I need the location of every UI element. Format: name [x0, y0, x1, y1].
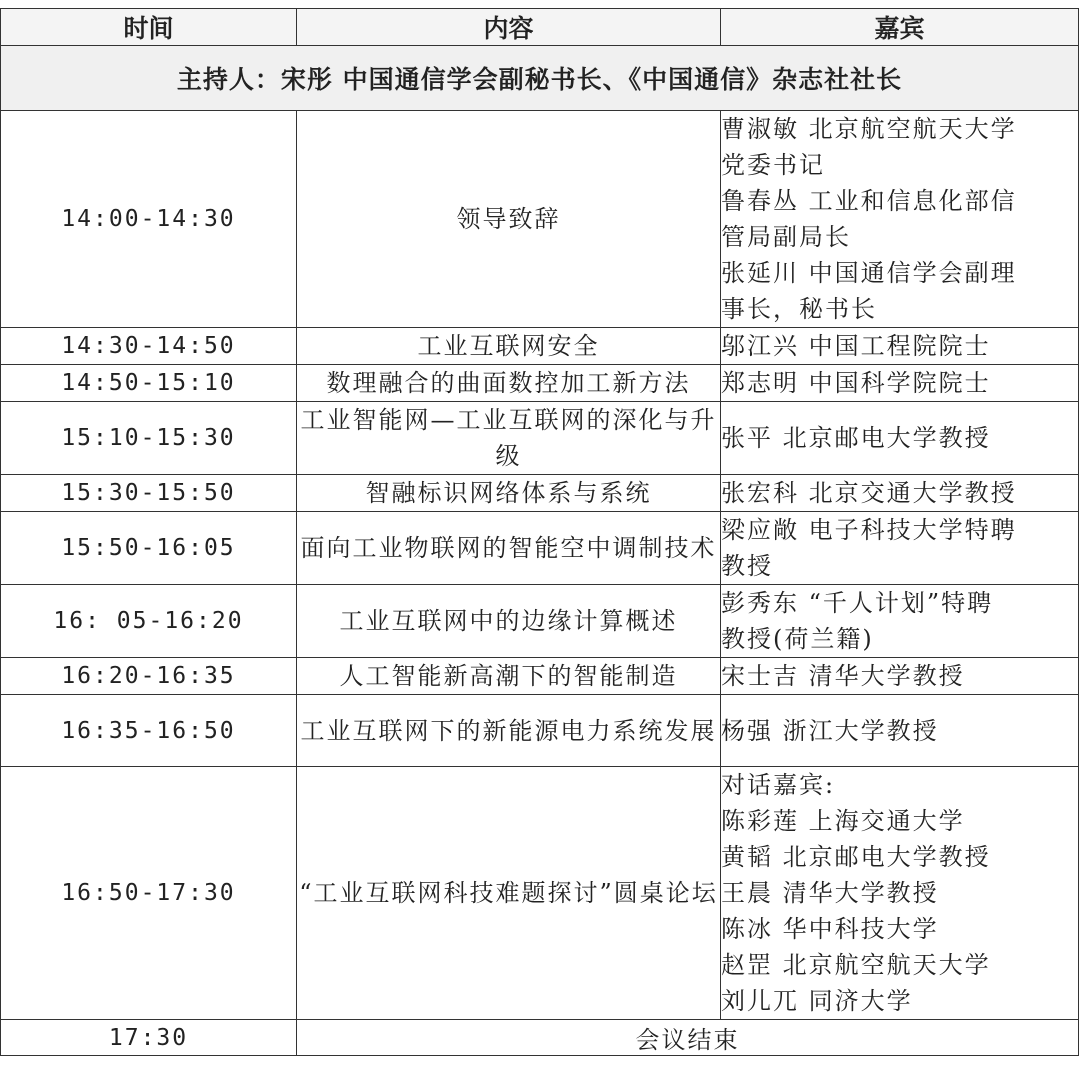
agenda-guests: [721, 475, 1079, 512]
guest-line: 教授: [721, 552, 773, 580]
header-time: 时间: [1, 9, 297, 46]
guest-line: 陈彩莲 上海交通大学: [721, 807, 965, 835]
agenda-topic: 工业互联网安全: [297, 328, 721, 365]
agenda-table: [0, 8, 1079, 1056]
guest-line: 杨强 浙江大学教授: [721, 716, 939, 745]
header-content: 内容: [297, 9, 721, 46]
guest-line: 教授(荷兰籍): [721, 625, 874, 653]
agenda-topic: 工业互联网中的边缘计算概述: [297, 585, 721, 658]
agenda-row: [1, 111, 1079, 328]
agenda-row: [1, 512, 1079, 585]
agenda-guests: [721, 111, 1079, 328]
agenda-guests: [721, 365, 1079, 402]
header-guests: 嘉宾: [721, 9, 1079, 46]
guest-line: 宋士吉 清华大学教授: [721, 662, 965, 690]
agenda-row: [1, 365, 1079, 402]
agenda-row: [1, 695, 1079, 767]
agenda-guests: [721, 328, 1079, 365]
closing-text: 会议结束: [297, 1020, 1079, 1056]
guest-line: 对话嘉宾:: [721, 771, 836, 799]
agenda-time: 14:00-14:30: [1, 111, 297, 328]
agenda-guests: [721, 402, 1079, 475]
agenda-guests: [721, 658, 1079, 695]
guest-line: 党委书记: [721, 151, 825, 179]
agenda-topic: 工业智能网—工业互联网的深化与升级: [297, 402, 721, 475]
agenda-time: 14:50-15:10: [1, 365, 297, 402]
agenda-guests: [721, 767, 1079, 1020]
guest-line: 曹淑敏 北京航空航天大学: [721, 115, 1017, 143]
agenda-topic: 面向工业物联网的智能空中调制技术: [297, 512, 721, 585]
agenda-topic: 数理融合的曲面数控加工新方法: [297, 365, 721, 402]
guest-line: 陈冰 华中科技大学: [721, 915, 939, 943]
agenda-row: [1, 475, 1079, 512]
agenda-guests: [721, 512, 1079, 585]
agenda-guests: [721, 695, 1079, 767]
guest-line: 彭秀东 “千人计划”特聘: [721, 589, 994, 617]
agenda-time: 14:30-14:50: [1, 328, 297, 365]
guest-line: 刘儿兀 同济大学: [721, 987, 913, 1015]
guest-line: 郑志明 中国科学院院士: [721, 369, 991, 397]
agenda-row: [1, 767, 1079, 1020]
agenda-time: 16:20-16:35: [1, 658, 297, 695]
agenda-time: 16:35-16:50: [1, 695, 297, 767]
host-text: 主持人：宋彤 中国通信学会副秘书长、《中国通信》杂志社社长: [1, 46, 1079, 111]
agenda-row: [1, 328, 1079, 365]
guest-line: 王晨 清华大学教授: [721, 879, 939, 907]
agenda-time: 15:50-16:05: [1, 512, 297, 585]
guest-line: 管局副局长: [721, 223, 851, 251]
closing-row: [1, 1020, 1079, 1056]
agenda-time: 16:50-17:30: [1, 767, 297, 1020]
header-row: [1, 9, 1079, 46]
guest-line: 张平 北京邮电大学教授: [721, 424, 991, 452]
agenda-topic: 工业互联网下的新能源电力系统发展: [297, 695, 721, 767]
guest-line: 赵罡 北京航空航天大学: [721, 951, 991, 979]
agenda-time: 15:10-15:30: [1, 402, 297, 475]
agenda-topic: 领导致辞: [297, 111, 721, 328]
closing-time: 17:30: [1, 1020, 297, 1056]
agenda-row: [1, 402, 1079, 475]
agenda-topic: 智融标识网络体系与系统: [297, 475, 721, 512]
guest-line: 梁应敞 电子科技大学特聘: [721, 516, 1017, 544]
agenda-time: 15:30-15:50: [1, 475, 297, 512]
guest-line: 张宏科 北京交通大学教授: [721, 479, 1017, 507]
agenda-row: [1, 658, 1079, 695]
guest-line: 事长，秘书长: [721, 295, 877, 323]
agenda-time: 16: 05-16:20: [1, 585, 297, 658]
guest-line: 邬江兴 中国工程院院士: [721, 332, 991, 360]
agenda-topic: “工业互联网科技难题探讨”圆桌论坛: [297, 767, 721, 1020]
guest-line: 鲁春丛 工业和信息化部信: [721, 187, 1017, 215]
agenda-row: [1, 585, 1079, 658]
agenda-guests: [721, 585, 1079, 658]
host-row: [1, 46, 1079, 111]
guest-line: 张延川 中国通信学会副理: [721, 259, 1017, 287]
agenda-topic: 人工智能新高潮下的智能制造: [297, 658, 721, 695]
guest-line: 黄韬 北京邮电大学教授: [721, 843, 991, 871]
